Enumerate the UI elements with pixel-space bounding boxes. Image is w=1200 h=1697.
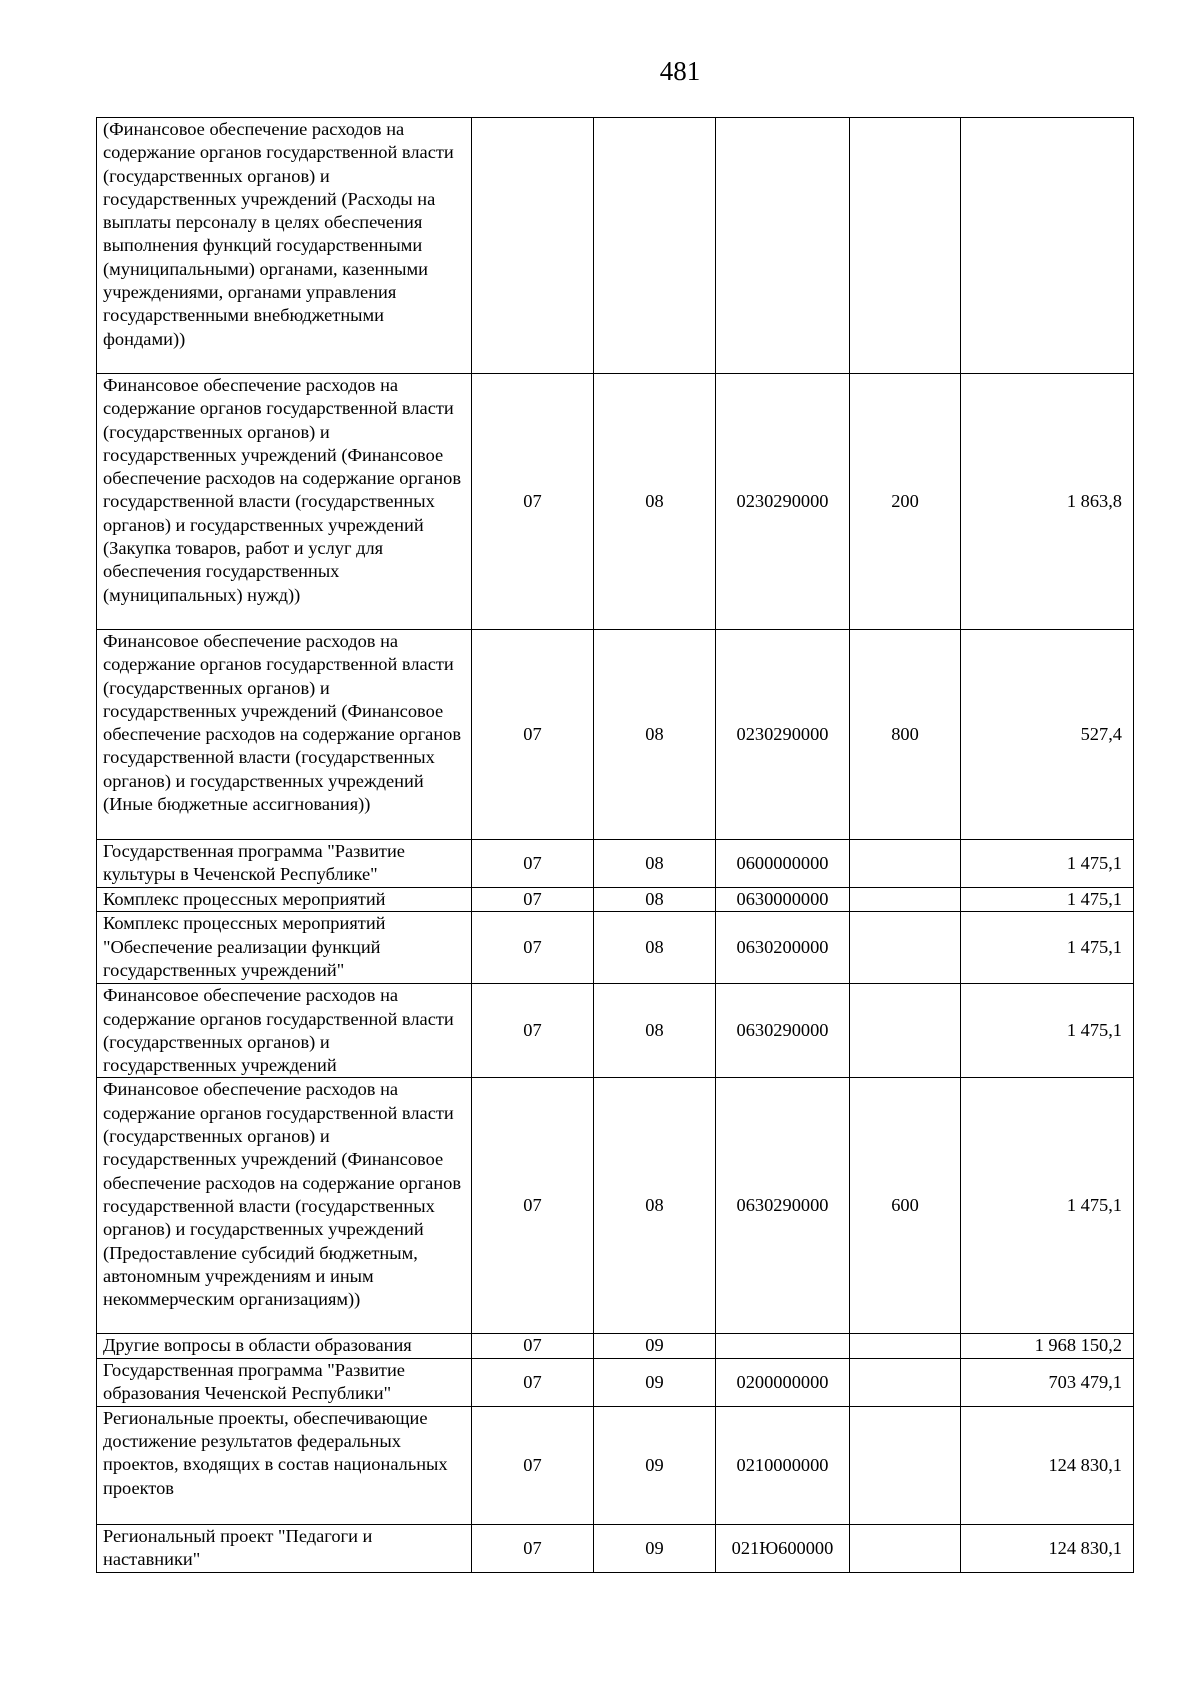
row-name: Финансовое обеспечение расходов на содержание органов государственной власти (государственных органов) и государственных учреждений [97, 984, 472, 1078]
row-amount [961, 118, 1134, 374]
row-target-article: 0630000000 [716, 888, 850, 912]
row-subsection: 09 [594, 1334, 716, 1358]
row-amount: 124 830,1 [961, 1406, 1134, 1524]
table-row [97, 1406, 1134, 1524]
row-expense-type [850, 912, 961, 984]
row-section: 07 [472, 1078, 594, 1334]
row-expense-type: 600 [850, 1078, 961, 1334]
table-row [97, 984, 1134, 1078]
row-target-article: 0630290000 [716, 1078, 850, 1334]
row-section: 07 [472, 984, 594, 1078]
row-section: 07 [472, 912, 594, 984]
row-amount: 1 475,1 [961, 984, 1134, 1078]
row-subsection: 08 [594, 912, 716, 984]
row-subsection [594, 118, 716, 374]
row-amount: 527,4 [961, 630, 1134, 840]
row-target-article [716, 1334, 850, 1358]
row-amount: 1 475,1 [961, 1078, 1134, 1334]
row-name: Государственная программа "Развитие образования Чеченской Республики" [97, 1358, 472, 1406]
row-name: Комплекс процессных мероприятий "Обеспечение реализации функций государственных учреждений" [97, 912, 472, 984]
table-row [97, 1524, 1134, 1572]
row-target-article: 0200000000 [716, 1358, 850, 1406]
row-amount: 124 830,1 [961, 1524, 1134, 1572]
row-expense-type [850, 840, 961, 888]
row-expense-type [850, 984, 961, 1078]
row-expense-type [850, 118, 961, 374]
row-name: Финансовое обеспечение расходов на содержание органов государственной власти (государственных органов) и государственных учреждений (Финансовое обеспечение расходов на содержание органов государственной власти (государственных органов) и государственных учреждений (Предоставление субсидий бюджетным, автономным учреждениям и иным некоммерческим организациям)) [97, 1078, 472, 1334]
row-expense-type: 200 [850, 374, 961, 630]
row-subsection: 08 [594, 888, 716, 912]
row-amount: 1 863,8 [961, 374, 1134, 630]
row-name: Государственная программа "Развитие культуры в Чеченской Республике" [97, 840, 472, 888]
row-target-article: 0210000000 [716, 1406, 850, 1524]
row-subsection: 09 [594, 1406, 716, 1524]
row-name: Финансовое обеспечение расходов на содержание органов государственной власти (государственных органов) и государственных учреждений (Финансовое обеспечение расходов на содержание органов государственной власти (государственных органов) и государственных учреждений (Иные бюджетные ассигнования)) [97, 630, 472, 840]
row-section: 07 [472, 1524, 594, 1572]
row-section: 07 [472, 374, 594, 630]
row-name: Комплекс процессных мероприятий [97, 888, 472, 912]
row-target-article: 0600000000 [716, 840, 850, 888]
row-target-article: 0230290000 [716, 374, 850, 630]
row-subsection: 08 [594, 840, 716, 888]
row-section: 07 [472, 630, 594, 840]
table-row [97, 1078, 1134, 1334]
row-expense-type [850, 888, 961, 912]
row-subsection: 08 [594, 984, 716, 1078]
table-row [97, 374, 1134, 630]
table-row [97, 1334, 1134, 1358]
row-expense-type [850, 1406, 961, 1524]
row-name: (Финансовое обеспечение расходов на содержание органов государственной власти (государственных органов) и государственных учреждений (Расходы на выплаты персоналу в целях обеспечения выполнения функций государственными (муниципальными) органами, казенными учреждениями, органами управления государственными внебюджетными фондами)) [97, 118, 472, 374]
table-row [97, 630, 1134, 840]
row-subsection: 08 [594, 374, 716, 630]
row-subsection: 08 [594, 630, 716, 840]
row-section [472, 118, 594, 374]
row-section: 07 [472, 1406, 594, 1524]
table-row [97, 912, 1134, 984]
row-expense-type [850, 1524, 961, 1572]
row-target-article [716, 118, 850, 374]
row-subsection: 08 [594, 1078, 716, 1334]
row-subsection: 09 [594, 1524, 716, 1572]
row-amount: 1 968 150,2 [961, 1334, 1134, 1358]
row-subsection: 09 [594, 1358, 716, 1406]
row-section: 07 [472, 1334, 594, 1358]
table-row [97, 118, 1134, 374]
row-section: 07 [472, 888, 594, 912]
row-target-article: 021Ю600000 [716, 1524, 850, 1572]
row-name: Региональный проект "Педагоги и наставники" [97, 1524, 472, 1572]
row-amount: 1 475,1 [961, 840, 1134, 888]
page-number: 481 [659, 56, 701, 86]
row-section: 07 [472, 840, 594, 888]
table-row [97, 888, 1134, 912]
row-amount: 1 475,1 [961, 888, 1134, 912]
row-expense-type [850, 1334, 961, 1358]
row-expense-type: 800 [850, 630, 961, 840]
row-name: Другие вопросы в области образования [97, 1334, 472, 1358]
row-name: Финансовое обеспечение расходов на содержание органов государственной власти (государственных органов) и государственных учреждений (Финансовое обеспечение расходов на содержание органов государственной власти (государственных органов) и государственных учреждений (Закупка товаров, работ и услуг для обеспечения государственных (муниципальных) нужд)) [97, 374, 472, 630]
row-target-article: 0230290000 [716, 630, 850, 840]
row-target-article: 0630290000 [716, 984, 850, 1078]
table-row [97, 840, 1134, 888]
row-name: Региональные проекты, обеспечивающие достижение результатов федеральных проектов, входящих в состав национальных проектов [97, 1406, 472, 1524]
budget-table [96, 117, 1134, 1573]
row-amount: 1 475,1 [961, 912, 1134, 984]
row-amount: 703 479,1 [961, 1358, 1134, 1406]
table-row [97, 1358, 1134, 1406]
row-expense-type [850, 1358, 961, 1406]
row-section: 07 [472, 1358, 594, 1406]
row-target-article: 0630200000 [716, 912, 850, 984]
